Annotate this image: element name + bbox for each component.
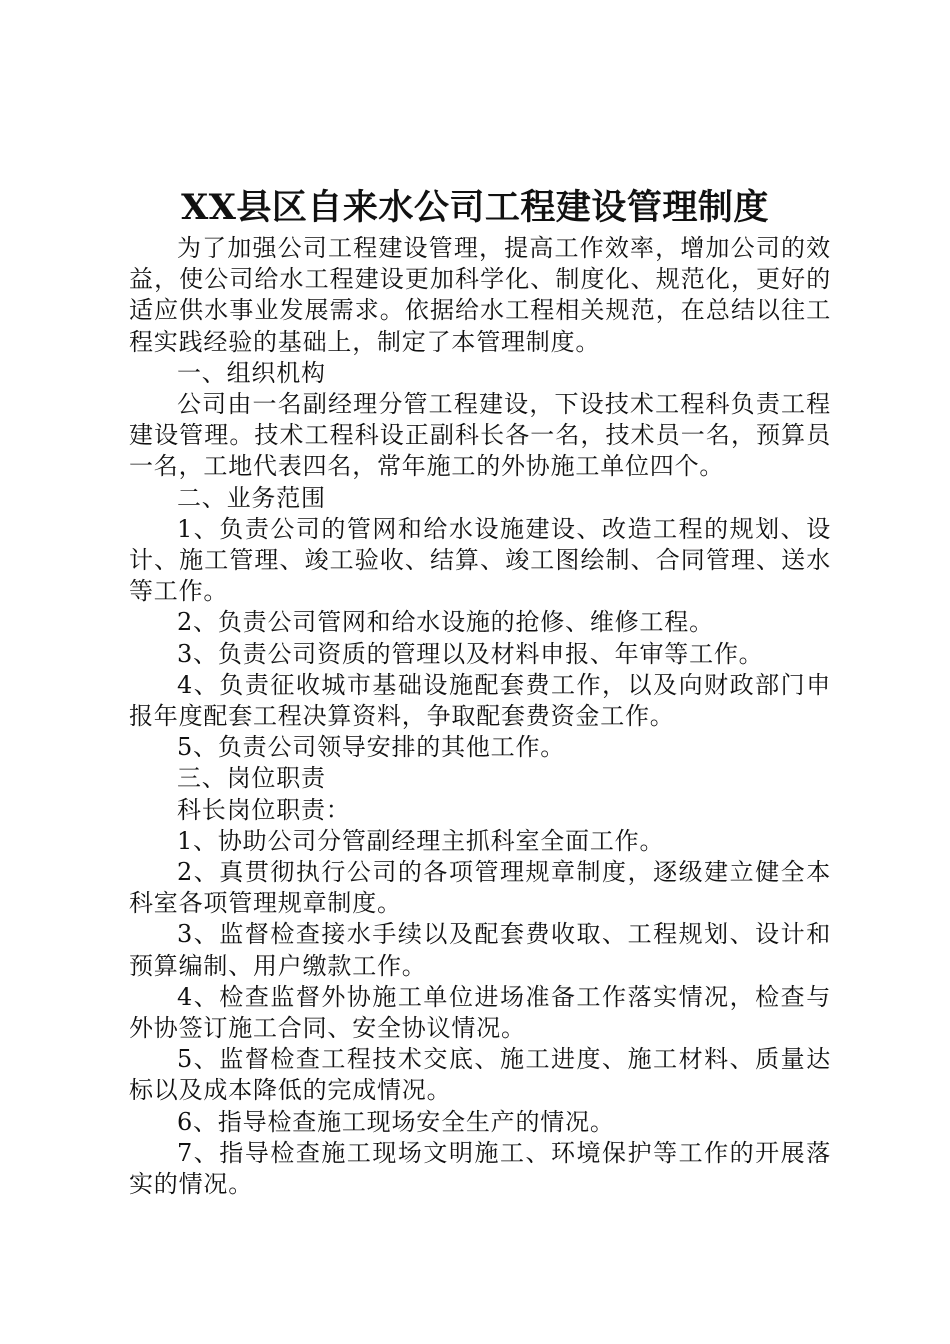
organization-paragraph: 公司由一名副经理分管工程建设，下设技术工程科负责工程建设管理。技术工程科设正副科长各一名，技术员一名，预算员一名，工地代表四名，常年施工的外协施工单位四个。 xyxy=(129,390,831,481)
business-scope-item: 3、负责公司资质的管理以及材料申报、年审等工作。 xyxy=(177,639,764,668)
duty-item: 5、监督检查工程技术交底、施工进度、施工材料、质量达标以及成本降低的完成情况。 xyxy=(129,1045,831,1105)
section-heading-organization: 一、组织机构 xyxy=(177,358,326,387)
business-scope-item: 1、负责公司的管网和给水设施建设、改造工程的规划、设计、施工管理、竣工验收、结算、竣工图绘制、合同管理、送水等工作。 xyxy=(129,514,831,606)
duty-item: 1、协助公司分管副经理主抓科室全面工作。 xyxy=(177,826,665,855)
document-title: XX县区自来水公司工程建设管理制度 xyxy=(181,187,769,228)
duty-item: 4、检查监督外协施工单位进场准备工作落实情况，检查与外协签订施工合同、安全协议情况。 xyxy=(129,982,831,1043)
business-scope-item: 2、负责公司管网和给水设施的抢修、维修工程。 xyxy=(177,608,714,637)
section-heading-responsibilities: 三、岗位职责 xyxy=(177,764,326,793)
duty-item: 2、真贯彻执行公司的各项管理规章制度，逐级建立健全本科室各项管理规章制度。 xyxy=(129,858,831,918)
intro-paragraph: 为了加强公司工程建设管理，提高工作效率，增加公司的效益，使公司给水工程建设更加科学化、制度化、规范化，更好的适应供水事业发展需求。依据给水工程相关规范，在总结以往工程实践经验的基础上，制定了本管理制度。 xyxy=(129,234,831,356)
duty-item: 7、指导检查施工现场文明施工、环境保护等工作的开展落实的情况。 xyxy=(129,1138,831,1199)
duty-item: 3、监督检查接水手续以及配套费收取、工程规划、设计和预算编制、用户缴款工作。 xyxy=(129,920,831,980)
document-body xyxy=(129,233,831,1200)
business-scope-item: 4、负责征收城市基础设施配套费工作，以及向财政部门申报年度配套工程决算资料，争取配套费资金工作。 xyxy=(129,670,831,731)
business-scope-item: 5、负责公司领导安排的其他工作。 xyxy=(177,733,566,762)
section-heading-business-scope: 二、业务范围 xyxy=(177,483,326,512)
subheading-section-chief-duties: 科长岗位职责： xyxy=(177,795,351,824)
duty-item: 6、指导检查施工现场安全生产的情况。 xyxy=(177,1107,615,1136)
